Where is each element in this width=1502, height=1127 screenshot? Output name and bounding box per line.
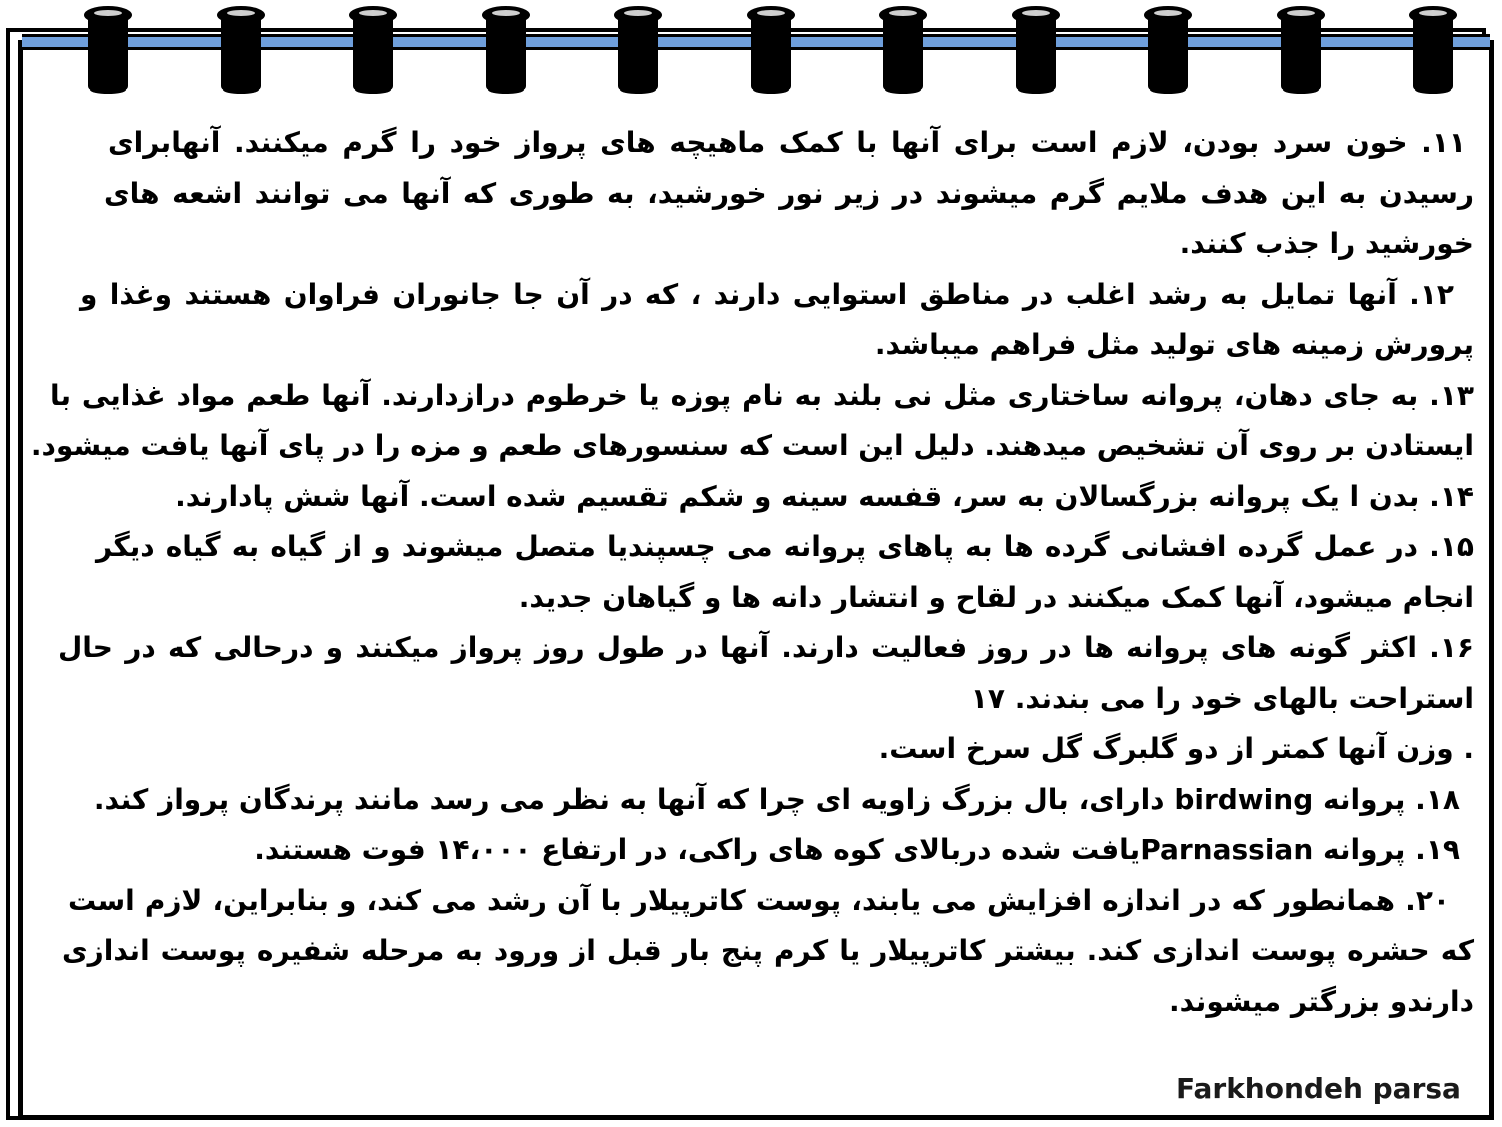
text-line: که حشره پوست اندازی کند. بیشتر کاترپیلار یا کرم پنج بار قبل از ورود به مرحله شفیره پوست اندازی	[62, 934, 1474, 967]
text-line: ۱۴. بدن ا یک پروانه بزرگسالان به سر، قفسه سینه و شکم تقسیم شده است. آنها شش پادارند.	[175, 479, 1474, 513]
text-line: ۱۶. اکثر گونه های پروانه ها در روز فعالیت دارند. آنها در طول روز پرواز میکنند و درحالی که در حال	[58, 631, 1474, 664]
text-line: ۱۵. در عمل گرده افشانی گرده ها به پاهای پروانه می چسپندیا متصل میشوند و از گیاه به گیاه دیگر	[96, 530, 1474, 563]
spiral-ring	[1144, 6, 1192, 90]
text-line: ۱۳. به جای دهان، پروانه ساختاری مثل نی بلند به نام پوزه یا خرطوم درازدارند. آنها طعم مواد غذایی با	[50, 378, 1474, 412]
spiral-ring	[217, 6, 265, 90]
text-line: ۱۸. پروانه birdwing دارای، بال بزرگ زاویه ای چرا که آنها به نظر می رسد مانند پرندگان پرواز کند.	[93, 782, 1460, 816]
text-line: ایستادن بر روی آن تشخیص میدهند. دلیل این است که سنسورهای طعم و مزه را در پای آنها یافت میشود.	[30, 429, 1474, 462]
text-line: ۱۲. آنها تمایل به رشد اغلب در مناطق استوایی دارند ، که در آن جا جانوران فراوان هستند وغذا و	[80, 277, 1454, 311]
spiral-ring	[1277, 6, 1325, 90]
spiral-ring	[84, 6, 132, 90]
spiral-ring	[482, 6, 530, 90]
text-line: پرورش زمینه های تولید مثل فراهم میباشد.	[874, 328, 1474, 361]
text-line: خورشید را جذب کنند.	[1179, 227, 1474, 260]
spiral-ring	[349, 6, 397, 90]
text-line: ۱۹. پروانه Parnassianیافت شده دربالای کوه های راکی، در ارتفاع ۱۴،۰۰۰ فوت هستند.	[254, 833, 1460, 866]
text-line: دارندو بزرگتر میشوند.	[1169, 984, 1474, 1018]
text-line: رسیدن به این هدف ملایم گرم میشوند در زیر نور خورشید، به طوری که آنها می توانند اشعه های	[104, 176, 1474, 210]
document-body	[30, 118, 1474, 1027]
spiral-ring	[1012, 6, 1060, 90]
text-line: انجام میشود، آنها کمک میکنند در لقاح و انتشار دانه ها و گیاهان جدید.	[518, 580, 1474, 614]
spiral-ring	[747, 6, 795, 90]
text-line: ۲۰. همانطور که در اندازه افزایش می یابند، پوست کاترپیلار با آن رشد می کند، و بنابراین، لازم است	[68, 883, 1450, 917]
spiral-ring	[1409, 6, 1457, 90]
spiral-binding	[0, 0, 1502, 100]
text-line: استراحت بالهای خود را می بندند. ۱۷	[970, 681, 1474, 715]
spiral-ring	[614, 6, 662, 90]
text-line: . وزن آنها کمتر از دو گلبرگ گل سرخ است.	[878, 732, 1474, 765]
author-name: Farkhondeh parsa	[1176, 1072, 1461, 1105]
text-line: ۱۱. خون سرد بودن، لازم است برای آنها با کمک ماهیچه های پرواز خود را گرم میکنند. آنهابرای	[108, 126, 1466, 159]
spiral-ring	[879, 6, 927, 90]
